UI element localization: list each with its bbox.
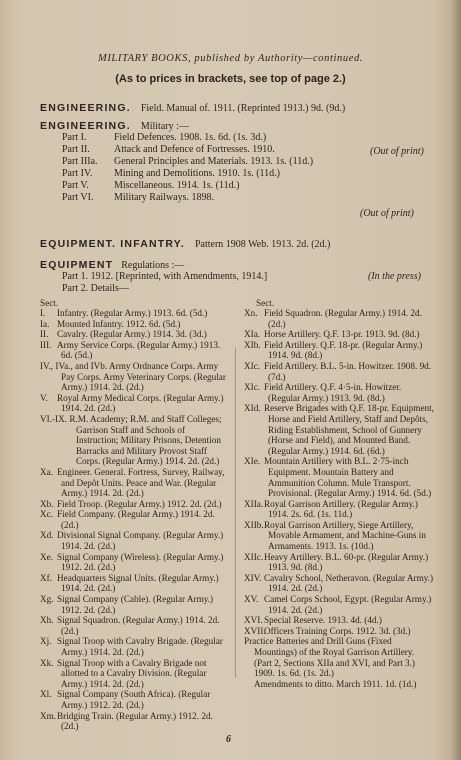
equipment-infantry-heading: EQUIPMENT. INFANTRY. — [40, 238, 185, 250]
list-item: Part IV. Mining and Demolitions. 1910. 1s. (11d.) — [62, 168, 281, 179]
column-divider — [235, 348, 236, 678]
section-entry — [40, 361, 228, 393]
list-item: Part VI. Military Railways. 1898. — [62, 192, 214, 203]
section-entry: Xf. Headquarters Signal Units. (Regular Army.) 1914. 2d. (2d.) — [40, 572, 219, 594]
section-entry: Xn. Field Squadron. (Regular Army.) 1914. 2d. (2d.) — [244, 308, 422, 329]
section-entry: XVI. Special Reserve. 1913. 4d. (4d.) — [244, 615, 382, 626]
section-entry: XIIb. Royal Garrison Artillery, Siege Artillery, Movable Armament, and Machine-Guns in Armaments. 1913. 1s. (10d.) — [244, 519, 426, 552]
engineering-field-text: Field. Manual of. 1911. (Reprinted 1913.) 9d. (9d.) — [140, 103, 346, 114]
section-entry: I. Infantry. (Regular Army.) 1913. 6d. (5d.) — [40, 308, 208, 318]
section-entry: V. Royal Army Medical Corps. (Regular Army.) 1914. 2d. (2d.) — [40, 392, 224, 414]
equipment-infantry-entry — [40, 234, 330, 252]
sect-label-left: Sect. — [40, 298, 59, 308]
in-the-press-note: (In the press) — [368, 271, 421, 282]
section-entry: Xk. Signal Troop with a Cavalry Brigade not allotted to a Cavalry Division. (Regular Army.) 1914. 2d. (2d.) — [40, 657, 207, 689]
section-text: IV., IVa., and IVb. Army Ordnance Corps. Army Pay Corps. Army Veterinary Corps. (Regular Army.) 1914. 2d. (2d.) — [40, 360, 226, 393]
section-entry: XIc. Field Artillery. Q.F. 4·5-in. Howitzer. (Regular Army.) 1913. 9d. (8d.) — [244, 382, 402, 403]
section-entry: XIc. Field Artillery. B.L. 5-in. Howitzer. 1908. 9d. (7d.) — [244, 360, 432, 382]
section-entry — [40, 414, 228, 467]
section-entry: XVII. Officers Training Corps. 1912. 3d. (3d.) — [244, 625, 411, 636]
engineering-heading: ENGINEERING. — [40, 120, 131, 132]
section-text: VI.-IX. R.M. Academy; R.M. and Staff Colleges; Garrison Staff and Schools of Instruction; Military Prisons, Detention Barracks and Military Provost Staff Corps. (Regular Army.) 1914. 2d. (2d.) — [40, 413, 222, 467]
section-entry: XV. Camel Corps School, Egypt. (Regular Army.) 1914. 2d. (2d.) — [244, 594, 432, 615]
section-entry: XIa. Horse Artillery. Q.F. 13-pr. 1913. 9d. (8d.) — [244, 329, 420, 340]
section-entry: Xa. Engineer. General. Fortress, Survey, Railway, and Depôt Units. Peace and War. (Regular Army.) 1914. 2d. (2d.) — [40, 466, 225, 499]
page-spine-shadow — [451, 0, 461, 760]
engineering-heading: ENGINEERING. — [40, 102, 131, 114]
section-entry: XIb. Field Artillery. Q.F. 18-pr. (Regular Army.) 1914. 9d. (8d.) — [244, 339, 423, 361]
sect-label-right: Sect. — [256, 298, 275, 308]
list-item: Part II. Attack and Defence of Fortresses. 1910. — [62, 144, 275, 155]
out-of-print-note: (Out of print) — [370, 146, 424, 157]
section-entry: XIIa. Royal Garrison Artillery. (Regular Army.) 1914. 2s. 6d. (1s. 11d.) — [244, 498, 418, 520]
section-entry: Xc. Field Company. (Regular Army.) 1914. 2d. (2d.) — [40, 509, 215, 530]
section-entry: Xb. Field Troop. (Regular Army.) 1912. 2d. (2d.) — [40, 498, 222, 509]
section-entry: XIV. Cavalry School, Netheravon. (Regular Army.) 1914. 2d. (2d.) — [244, 572, 434, 594]
equipment-part2: Part 2. Details— — [62, 283, 129, 294]
equipment-heading: EQUIPMENT — [40, 259, 114, 271]
section-entry: II. Cavalry. (Regular Army.) 1914. 3d. (3d.) — [40, 329, 207, 340]
section-entry: Xj. Signal Troop with Cavalry Brigade. (Regular Army.) 1914. 2d. (2d.) — [40, 636, 223, 657]
section-entry: III. Army Service Corps. (Regular Army.) 1913. 6d. (5d.) — [40, 339, 221, 361]
section-entry: Xm. Bridging Train. (Regular Army.) 1912. 2d. (2d.) — [40, 710, 213, 732]
page-header: MILITARY BOOKS, published by Authority—continued. — [97, 53, 364, 64]
section-entry: Ia. Mounted Infantry. 1912. 6d. (5d.) — [40, 318, 181, 329]
equipment-part1: Part 1. 1912. [Reprinted, with Amendments, 1914.] — [62, 271, 268, 282]
section-entry: Xl. Signal Company (South Africa). (Regular Army.) 1912. 2d. (2d.) — [40, 689, 211, 710]
left-sections-column — [40, 308, 228, 732]
engineering-field-entry — [40, 98, 345, 116]
section-entry: Xd. Divisional Signal Company. (Regular Army.) 1914. 2d. (2d.) — [40, 530, 224, 552]
list-item: Part IIIa. General Principles and Materials. 1913. 1s. (11d.) — [62, 156, 314, 167]
list-item: Part I. Field Defences. 1908. 1s. 6d. (1s. 3d.) — [62, 132, 267, 143]
right-sections-column — [244, 308, 434, 689]
section-entry: XIIc. Heavy Artillery. B.L. 60-pr. (Regular Army.) 1913. 9d. (8d.) — [244, 551, 429, 573]
section-entry: XId. Reserve Brigades with Q.F. 18-pr. Equipment, Horse and Field Artillery, Staff and Depôts, Riding Establishment, School of Gunnery (Horse and Field), and Mounted Band. (Regular Army.) 1914. 6d. (6d.) — [244, 403, 434, 456]
section-entry: Xg. Signal Company (Cable). (Regular Army.) 1912. 2d. (2d.) — [40, 594, 214, 615]
equipment-infantry-text: Pattern 1908 Web. 1913. 2d. (2d.) — [194, 239, 331, 250]
list-item: Part V. Miscellaneous. 1914. 1s. (11d.) — [62, 180, 240, 191]
section-entry: Xe. Signal Company (Wireless). (Regular Army.) 1912. 2d. (2d.) — [40, 551, 224, 573]
engineering-parts-list — [62, 132, 313, 204]
engineering-military-text: Military :— — [140, 121, 189, 132]
section-entry: Xh. Signal Squadron. (Regular Army.) 1914. 2d. (2d.) — [40, 615, 220, 636]
out-of-print-note: (Out of print) — [360, 208, 414, 219]
equipment-regulations-text: Regulations :— — [121, 260, 185, 271]
price-note: (As to prices in brackets, see top of page 2.) — [115, 73, 346, 85]
section-entry: XIe. Mountain Artillery with B.L. 2·75-inch Equipment. Mountain Battery and Ammunition Column. Mule Transport. Provisional. (Regular Army.) 1914. 6d. (5d.) — [244, 456, 432, 499]
amendments-entry: Amendments to ditto. March 1911. 1d. (1d.) — [254, 678, 417, 689]
practice-batteries-entry: Practice Batteries and Drill Guns (Fixed Mountings) of the Royal Garrison Artillery. (Part 2, Sections XIIa and XVI, and Part 3.) 1909. 1s. 6d. (1s. 2d.) — [244, 636, 415, 679]
page-number: 6 — [226, 734, 231, 745]
